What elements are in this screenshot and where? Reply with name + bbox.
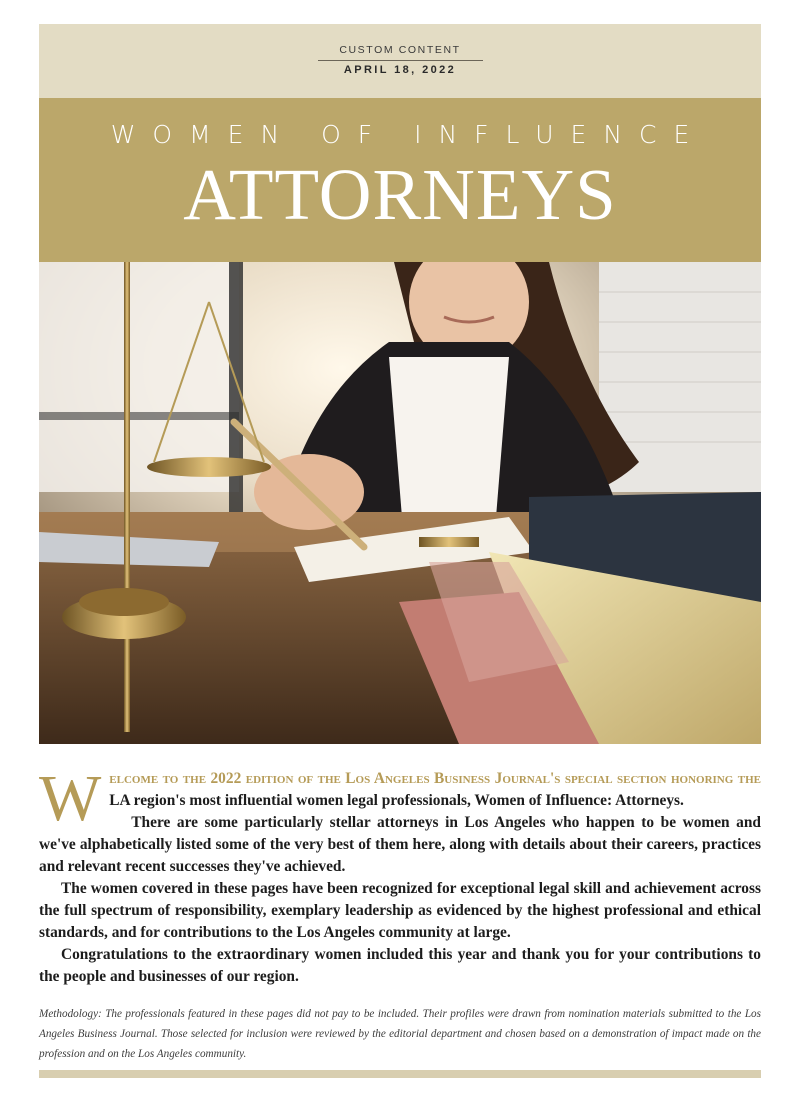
drop-cap: W	[39, 762, 102, 835]
title-band	[39, 98, 761, 262]
page-title: ATTORNEYS	[183, 154, 617, 235]
methodology-note: Methodology: The professionals featured in these pages did not pay to be included. Their profiles were drawn from nomination materials submitted to the Los Angeles Business Journal. Those selected for inclusion were reviewed by the editorial department and chosen based on a demonstration of impact made on the profession and on the Los Angeles community.	[39, 1008, 761, 1060]
section-overline: WOMEN OF INFLUENCE	[110, 120, 707, 149]
paragraph-4: Congratulations to the extraordinary women included this year and thank you for your contributions to the people and businesses of our region.	[39, 946, 761, 985]
header-band	[39, 24, 761, 98]
page	[39, 24, 761, 1064]
footer-rule	[39, 1070, 761, 1078]
hero-photo	[39, 262, 761, 744]
lead-in: elcome to the 2022 edition of the Los Angeles Business Journal's special section honoring the	[109, 770, 761, 787]
hero-photo-illustration	[39, 262, 761, 744]
paragraph-2: There are some particularly stellar attorneys in Los Angeles who happen to be women and we've alphabetically listed some of the very best of them here, along with details about their careers, practices and relevant recent successes they've achieved.	[39, 814, 761, 875]
intro-rest: LA region's most influential women legal professionals, Women of Influence: Attorneys.	[109, 792, 684, 809]
article-body	[39, 762, 761, 988]
intro-paragraph	[39, 762, 761, 835]
issue-date: APRIL 18, 2022	[343, 64, 457, 76]
kicker-label: CUSTOM CONTENT	[339, 44, 461, 56]
header-divider	[318, 60, 483, 61]
paragraph-3: The women covered in these pages have been recognized for exceptional legal skill and achievement across the full spectrum of responsibility, exemplary leadership as evidenced by the highest professional and ethical standards, and for contributions to the Los Angeles community at large.	[39, 880, 761, 941]
